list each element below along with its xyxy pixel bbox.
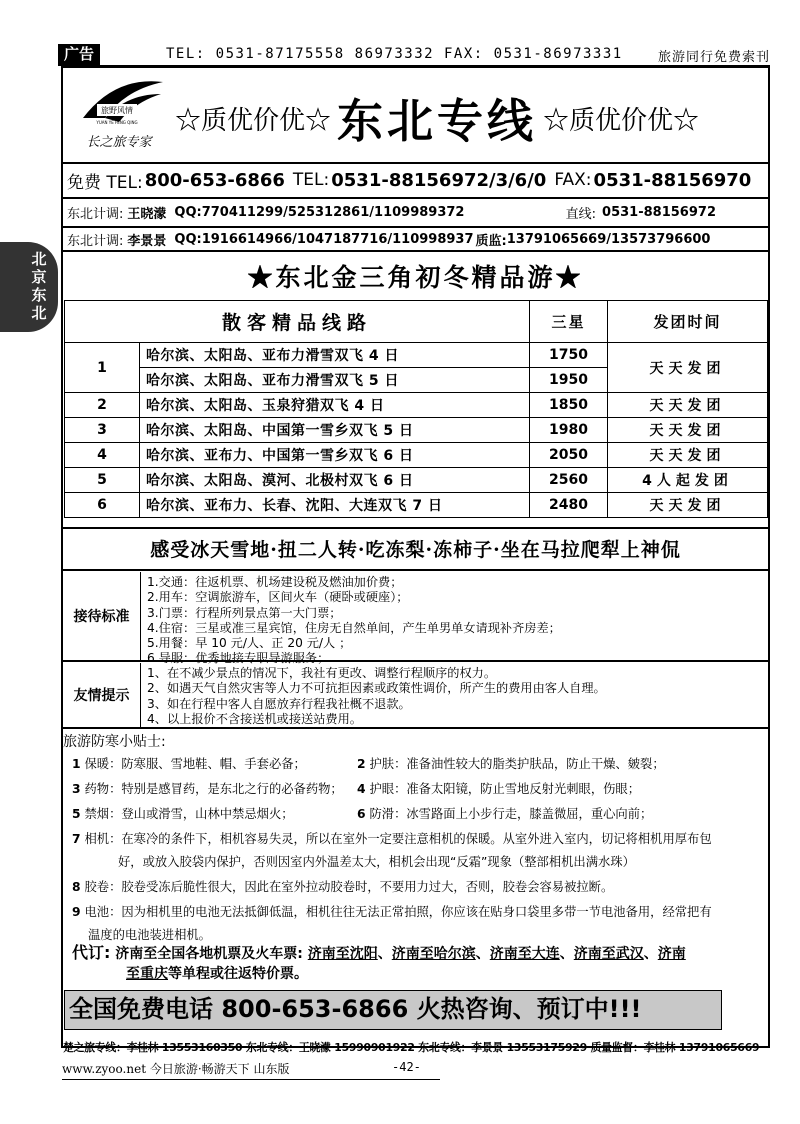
list-item: 2、如遇天气自然灾害等人力不可抗拒因素或政策性调价，所产生的费用由客人自理。 <box>147 681 606 696</box>
footer-site: www.zyoo.net 今日旅游·畅游天下 山东版 <box>62 1062 290 1076</box>
page-number: -42- <box>392 1060 421 1074</box>
cold-tip-9-cont: 温度的电池装进相机。 <box>88 928 211 942</box>
tips-list <box>141 663 768 727</box>
cold-tip-3: 3 药物：特别是感冒药，是东北之行的必备药物； <box>72 782 343 796</box>
logo-slogan: 长之旅专家 <box>86 135 152 150</box>
cold-tip-2: 2 护肤：准备油性较大的脂类护肤品，防止干燥、皴裂； <box>357 757 665 771</box>
headline <box>175 78 765 158</box>
logo-name-en: YUAN YE FENG QING <box>96 120 138 125</box>
staff-contacts: 楚之旅专线：李桂林 13553160350 东北专线：王晓濛 15990901922 东北专线：李景景 13553175929 质量监督：李桂林 13791065669 <box>63 1041 760 1054</box>
tips-label: 友情提示 <box>63 663 141 727</box>
table-row: 1 哈尔滨、太阳岛、亚布力滑雪双飞 4 日 1750 天天发团 <box>65 343 768 368</box>
route-link[interactable]: 至重庆 <box>126 966 168 982</box>
planner1-qq: QQ:770411299/525312861/1109989372 <box>174 205 465 220</box>
tel-label: TEL: <box>292 170 330 190</box>
tour-title: ★东北金三角初冬精品游★ <box>247 263 584 292</box>
side-region-tab <box>0 242 58 332</box>
cold-tip-5: 5 禁烟：登山或滑雪，山林中禁忌烟火； <box>72 807 294 821</box>
company-logo <box>75 72 170 156</box>
direct-number: 0531-88156972 <box>602 205 716 220</box>
quality-number: 13791065669/13573796600 <box>506 231 711 247</box>
planner-row-2 <box>63 226 768 252</box>
route-link[interactable]: 济南至武汉 <box>573 946 644 962</box>
logo-name: 旅野风情 <box>101 106 133 115</box>
planner1-name: 王晓濛 <box>127 207 167 222</box>
table-row: 2 哈尔滨、太阳岛、玉泉狩猎双飞 4 日 1850 天天发团 <box>65 393 768 418</box>
ticket-booking: 代订: 济南至全国各地机票及火车票: 济南至沈阳、济南至哈尔滨、济南至大连、济南至武汉、济南 至重庆等单程或往返特价票。 <box>72 943 686 982</box>
list-item: 4、以上报价不含接送机或接送站费用。 <box>147 711 362 726</box>
table-row: 6 哈尔滨、亚布力、长春、沈阳、大连双飞 7 日 2480 天天发团 <box>65 493 768 518</box>
list-item: 3、如在行程中客人自愿放弃行程我社概不退款。 <box>147 696 411 711</box>
route-header: 散客精品线路 <box>65 301 530 343</box>
quality-label: 质监: <box>475 233 507 249</box>
header <box>63 68 768 160</box>
slogan: 感受冰天雪地·扭二人转·吃冻梨·冻柿子·坐在马拉爬犁上神侃 <box>63 527 768 571</box>
cold-tips-title: 旅游防寒小贴士: <box>63 734 166 750</box>
table-row: 3 哈尔滨、太阳岛、中国第一雪乡双飞 5 日 1980 天天发团 <box>65 418 768 443</box>
price-header: 三星 <box>530 301 608 343</box>
cold-tip-4: 4 护眼：准备太阳镜，防止雪地反射光刺眼，伤眼； <box>357 782 641 796</box>
cold-tip-8: 8 胶卷：胶卷受冻后脆性很大，因此在室外拉动胶卷时，不要用力过大，否则，胶卷会容易被拉断。 <box>72 880 614 894</box>
standards-list <box>141 572 768 666</box>
departure-header: 发团时间 <box>608 301 768 343</box>
ad-label: 广告 <box>58 44 100 65</box>
direct-label: 直线: <box>565 207 597 222</box>
route-link[interactable]: 济南 <box>657 946 686 962</box>
headline-left: ☆质优价优☆ <box>175 105 332 136</box>
top-tagline: 旅游同行免费索刊 <box>657 50 770 65</box>
free-label: 免费 TEL: <box>67 172 143 193</box>
list-item: 1.交通：往返机票、机场建设税及燃油加价费； <box>147 575 403 589</box>
phone-row <box>63 162 768 196</box>
planner2-qq: QQ:1916614966/1047187716/110998937 <box>174 231 474 247</box>
routes-table <box>64 300 768 518</box>
free-number: 800-653-6866 <box>144 169 285 191</box>
fax-number: 0531-88156970 <box>593 169 752 191</box>
list-item: 4.住宿：三星或准三星宾馆，住房无自然单间，产生单男单女请现补齐房差； <box>147 620 561 635</box>
side-region-text: 北 京 东 北 <box>31 250 47 322</box>
standards-label: 接待标准 <box>63 572 141 660</box>
cold-tip-1: 1 保暖：防寒服、雪地鞋、帽、手套必备； <box>72 757 306 771</box>
hotline-banner: 全国免费电话 800-653-6866 火热咨询、预订中!!! <box>64 990 722 1030</box>
list-item: 2.用车：空调旅游车，区间火车（硬卧或硬座）； <box>147 590 409 605</box>
list-item: 5.用餐：早 10 元/人、正 20 元/人 ； <box>147 636 352 651</box>
cold-tip-7-cont: 好，或放入胶袋内保护，否则因室内外温差太大，相机会出现“反霜”现象（整部相机出满水珠） <box>118 855 635 869</box>
headline-right: ☆质优价优☆ <box>543 105 700 136</box>
route-link[interactable]: 济南至大连 <box>489 946 560 962</box>
table-row: 4 哈尔滨、亚布力、中国第一雪乡双飞 6 日 2050 天天发团 <box>65 443 768 468</box>
friendly-tips <box>63 663 768 729</box>
planner2-label: 东北计调: <box>67 233 124 249</box>
planner-row-1 <box>63 197 768 226</box>
table-row: 哈尔滨、太阳岛、亚布力滑雪双飞 5 日 1950 <box>65 368 768 393</box>
fax-label: FAX: <box>554 170 592 190</box>
planner1-label: 东北计调: <box>67 207 124 222</box>
cold-tip-7: 7 相机：在寒冷的条件下，相机容易失灵，所以在室外一定要注意相机的保暖。从室外进入室内，切记将相机用厚布包 <box>72 832 712 846</box>
headline-main: 东北专线 <box>337 94 538 148</box>
table-header-row <box>65 301 768 343</box>
route-link[interactable]: 济南至哈尔滨 <box>391 946 476 962</box>
cold-tip-9: 9 电池：因为相机里的电池无法抵御低温，相机往往无法正常拍照，你应该在贴身口袋里多带一节电池备用，经常把有 <box>72 905 712 919</box>
list-item: 6.导服：优秀地接专职导游服务； <box>147 651 330 666</box>
top-bar <box>58 44 770 66</box>
table-row: 5 哈尔滨、太阳岛、漠河、北极村双飞 6 日 2560 4人起发团 <box>65 468 768 493</box>
cold-tip-6: 6 防滑：冰雪路面上小步行走，膝盖微屈，重心向前； <box>357 807 653 821</box>
footer <box>62 1060 440 1080</box>
route-link[interactable]: 济南至沈阳 <box>307 946 378 962</box>
reception-standards <box>63 572 768 666</box>
tel-number: 0531-88156972/3/6/0 <box>331 169 547 191</box>
list-item: 3.门票：行程所列景点第一大门票； <box>147 605 342 620</box>
top-contact: TEL: 0531-87175558 86973332 FAX: 0531-86973331 <box>166 46 623 62</box>
list-item: 1、在不减少景点的情况下，我社有更改、调整行程顺序的权力。 <box>147 666 497 680</box>
planner2-name: 李景景 <box>127 233 167 249</box>
